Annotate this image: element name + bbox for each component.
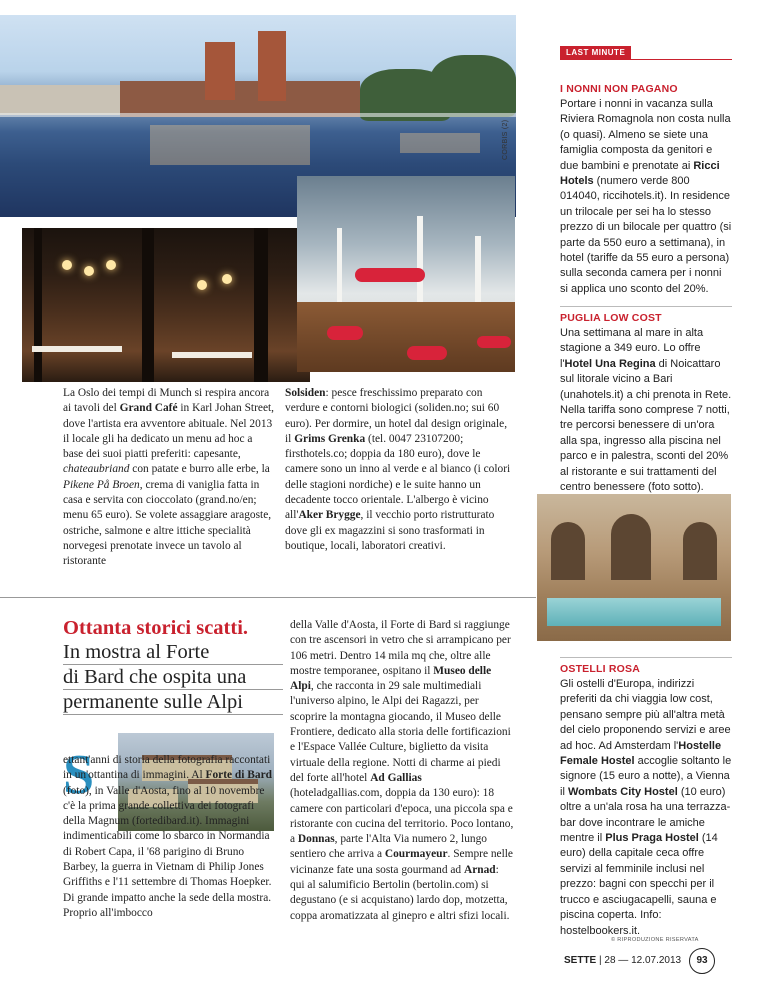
bold-run: Wombats City Hostel — [567, 785, 678, 798]
copyright-notice: © RIPRODUZIONE RISERVATA — [611, 937, 699, 943]
text-run: , che racconta in 29 sale multimediali l'universo alpino, le Alpi dei Ragazzi, per scoprire la montagna giocando, il Museo delle Frontiere, dedicato alla storia delle fortificazioni e l'Espace Vallée Culture, biglietto da visita virtuale della regione. Notti di charme ai piedi del forte all'hotel — [290, 680, 511, 784]
fort-headline-red: Ottanta storici scatti. — [63, 617, 249, 639]
section-divider — [0, 597, 536, 598]
text-run: (hoteladgallias.com, doppia da 130 euro): 18 camere con particolari d'epoca, una piccola spa e ristorante con cucina del territorio. Poco lontano, a — [290, 787, 514, 846]
text-run: : qui al salumificio Bertolin (bertolin.com) si degustano (e si acquistano) lardo dop, motzetta, coppa aromatizzata al ginepro e altri sfizi locali. — [290, 863, 510, 922]
bold-run: Solsiden — [285, 387, 326, 399]
fort-headline — [63, 616, 283, 715]
text-run: (numero verde 800 014040, riccihotels.it). In residence un trilocale per sei ha lo stesso prezzo di un bilocale per quattro (si parte da 550 euro a settimana), in hotel (tariffe da 55 euro a persona) sulla seconda camera per i nonni si applica uno sconto del 20%. — [560, 175, 732, 295]
page-number: 93 — [689, 948, 715, 974]
bold-run: Aker Brygge — [298, 509, 361, 522]
text-run: con patate e burro alle erbe, la — [129, 463, 270, 476]
magazine-name: SETTE — [564, 955, 597, 966]
grand-cafe-photo — [22, 228, 310, 382]
sidebar-body-puglia — [560, 326, 732, 495]
text-run: , il vecchio porto ristrutturato dove gli ex magazzini si sono trasformati in boutique, locali, laboratori creativi. — [285, 509, 495, 552]
sidebar-rule — [560, 59, 732, 60]
sidebar-heading-puglia: PUGLIA LOW COST — [560, 312, 662, 324]
text-run: (tel. 0047 23107200; firsthotels.co; doppia da 180 euro), dove le camere sono un inno al verde e al bianco (i colori delle stagioni nordiche) e le suite hanno un decadente tocco orientale. L'albergo è vicino all' — [285, 432, 511, 522]
page-footer — [564, 955, 681, 966]
hotel-terrace-photo — [297, 176, 515, 372]
sidebar-heading-nonni: I NONNI NON PAGANO — [560, 83, 678, 95]
bold-run: Ricci Hotels — [560, 159, 720, 188]
oslo-text-col1 — [63, 386, 274, 570]
fort-headline-line: di Bard che ospita una — [63, 665, 283, 690]
text-run: ettant'anni di storia della fotografia raccontati in un'ottantina di immagini. Al — [63, 754, 271, 782]
sidebar-body-ostelli — [560, 677, 732, 939]
oslo-text-col2 — [285, 386, 512, 554]
bold-run: Plus Praga Hostel — [605, 832, 699, 845]
photo-credit: CORBIS (2) — [502, 119, 509, 160]
text-run: della Valle d'Aosta, il Forte di Bard si raggiunge con tre ascensori in vetro che si arrampicano per 106 metri. Dentro 14 mila mq che, oltre alle mostre temporanee, ospitano il — [290, 619, 511, 677]
bold-run: Hotel Una Regina — [564, 357, 656, 370]
bold-run: Donnas — [297, 833, 335, 846]
fort-headline-line: permanente sulle Alpi — [63, 690, 283, 715]
bold-run: Grand Café — [119, 402, 178, 415]
text-run: Gli ostelli d'Europa, indirizzi preferiti da chi viaggia low cost, pensano sempre più all'altra metà del cielo proponendo servizi e aree ad hoc. Ad Amsterdam l' — [560, 678, 731, 752]
text-run: di Noicattaro sul litorale vicino a Bari (unahotels.it) a chi prenota in Rete. Nella tariffa sono comprese 7 notti, tre percorsi benessere di un'ora alla spa, ingresso alla piscina nel parco e in palestra, sconti del 20% al ristorante e sui trattamenti del centro benessere (foto sotto). — [560, 357, 732, 494]
fort-text-col1-body — [63, 753, 278, 921]
text-run: (14 euro) della capitale ceca offre servizi al femminile inclusi nel prezzo: bagni con specchi per il trucco e asciugacapelli, sauna e piscina coperta. Info: hostelbookers.it. — [560, 832, 718, 937]
fort-text-col2 — [290, 618, 516, 924]
sidebar-rule — [560, 306, 732, 307]
drop-cap: S — [63, 744, 95, 806]
bold-run: Hostelle Female Hostel — [560, 739, 722, 768]
italic-run: chateaubriand — [63, 463, 130, 476]
bold-run: Courmayeur — [384, 848, 448, 861]
issue-date: | 28 — 12.07.2013 — [599, 955, 682, 966]
bold-run: Ad Gallias — [370, 771, 422, 784]
spa-photo — [537, 494, 731, 641]
text-run: La Oslo dei tempi di Munch si respira ancora ai tavoli del — [63, 387, 270, 415]
text-run: . Sempre nelle vicinanze fate una sosta gourmand ad — [290, 848, 513, 876]
italic-run: Pikene På Broen — [63, 478, 140, 491]
sidebar-heading-ostelli: OSTELLI ROSA — [560, 663, 640, 675]
text-run: (10 euro) oltre a un'ala rosa ha una terrazza-bar dove incontrare le amiche mentre il — [560, 785, 731, 845]
text-run: , crema di vaniglia fatta in casa e servita con cioccolato (grand.no/en; menu 65 euro). Se volete assaggiare aragoste, ostriche, salmone e altre ittiche specialità norvegesi prenotate invece un tavolo al ristorante — [63, 478, 272, 568]
text-run: : pesce freschissimo preparato con verdure e contorni biologici (soliden.no; sui 60 euro). Per dormire, un hotel dal design originale, il — [285, 387, 508, 445]
bold-run: Grims Grenka — [294, 432, 366, 445]
bold-run: Forte di Bard — [205, 769, 272, 782]
text-run: Una settimana al mare in alta stagione a 349 euro. Lo offre l' — [560, 327, 704, 370]
last-minute-badge: LAST MINUTE — [560, 46, 631, 59]
bold-run: Arnad — [463, 863, 496, 876]
sidebar-rule — [560, 657, 732, 658]
text-run: , parte l'Alta Via numero 2, lungo sentiero che arriva a — [290, 833, 488, 861]
text-run: Portare i nonni in vacanza sulla Riviera Romagnola non costa nulla (o quasi). Almeno se siete una famiglia composta da genitori e due bambini e prenotate ai — [560, 98, 731, 172]
fort-headline-line: In mostra al Forte — [63, 640, 283, 665]
text-run: in Karl Johan Street, dove l'artista era avventore abituale. Nel 2013 il locale gli ha dedicato un menu ad hoc a base dei suoi piatti preferiti: capesante, — [63, 402, 275, 461]
text-run: (foto), in Valle d'Aosta, fino al 10 novembre c'è la prima grande collettiva dei fotografi della Magnum (fortedibard.it). Immagini indimenticabili come lo sbarco in Normandia di Robert Capa, il '68 parigino di Bruno Barbey, la guerra in Vietnam di Philip Jones Griffiths e l'11 settembre di Thomas Hoepker. Di grande impatto anche la sede della mostra. Proprio all'imbocco — [63, 784, 272, 919]
bold-run: Museo delle Alpi — [290, 664, 492, 693]
text-run: accoglie soltanto le signore (15 euro a notte), a Vienna il — [560, 755, 732, 798]
sidebar-body-nonni — [560, 97, 732, 297]
fort-text-col1 — [63, 753, 278, 921]
